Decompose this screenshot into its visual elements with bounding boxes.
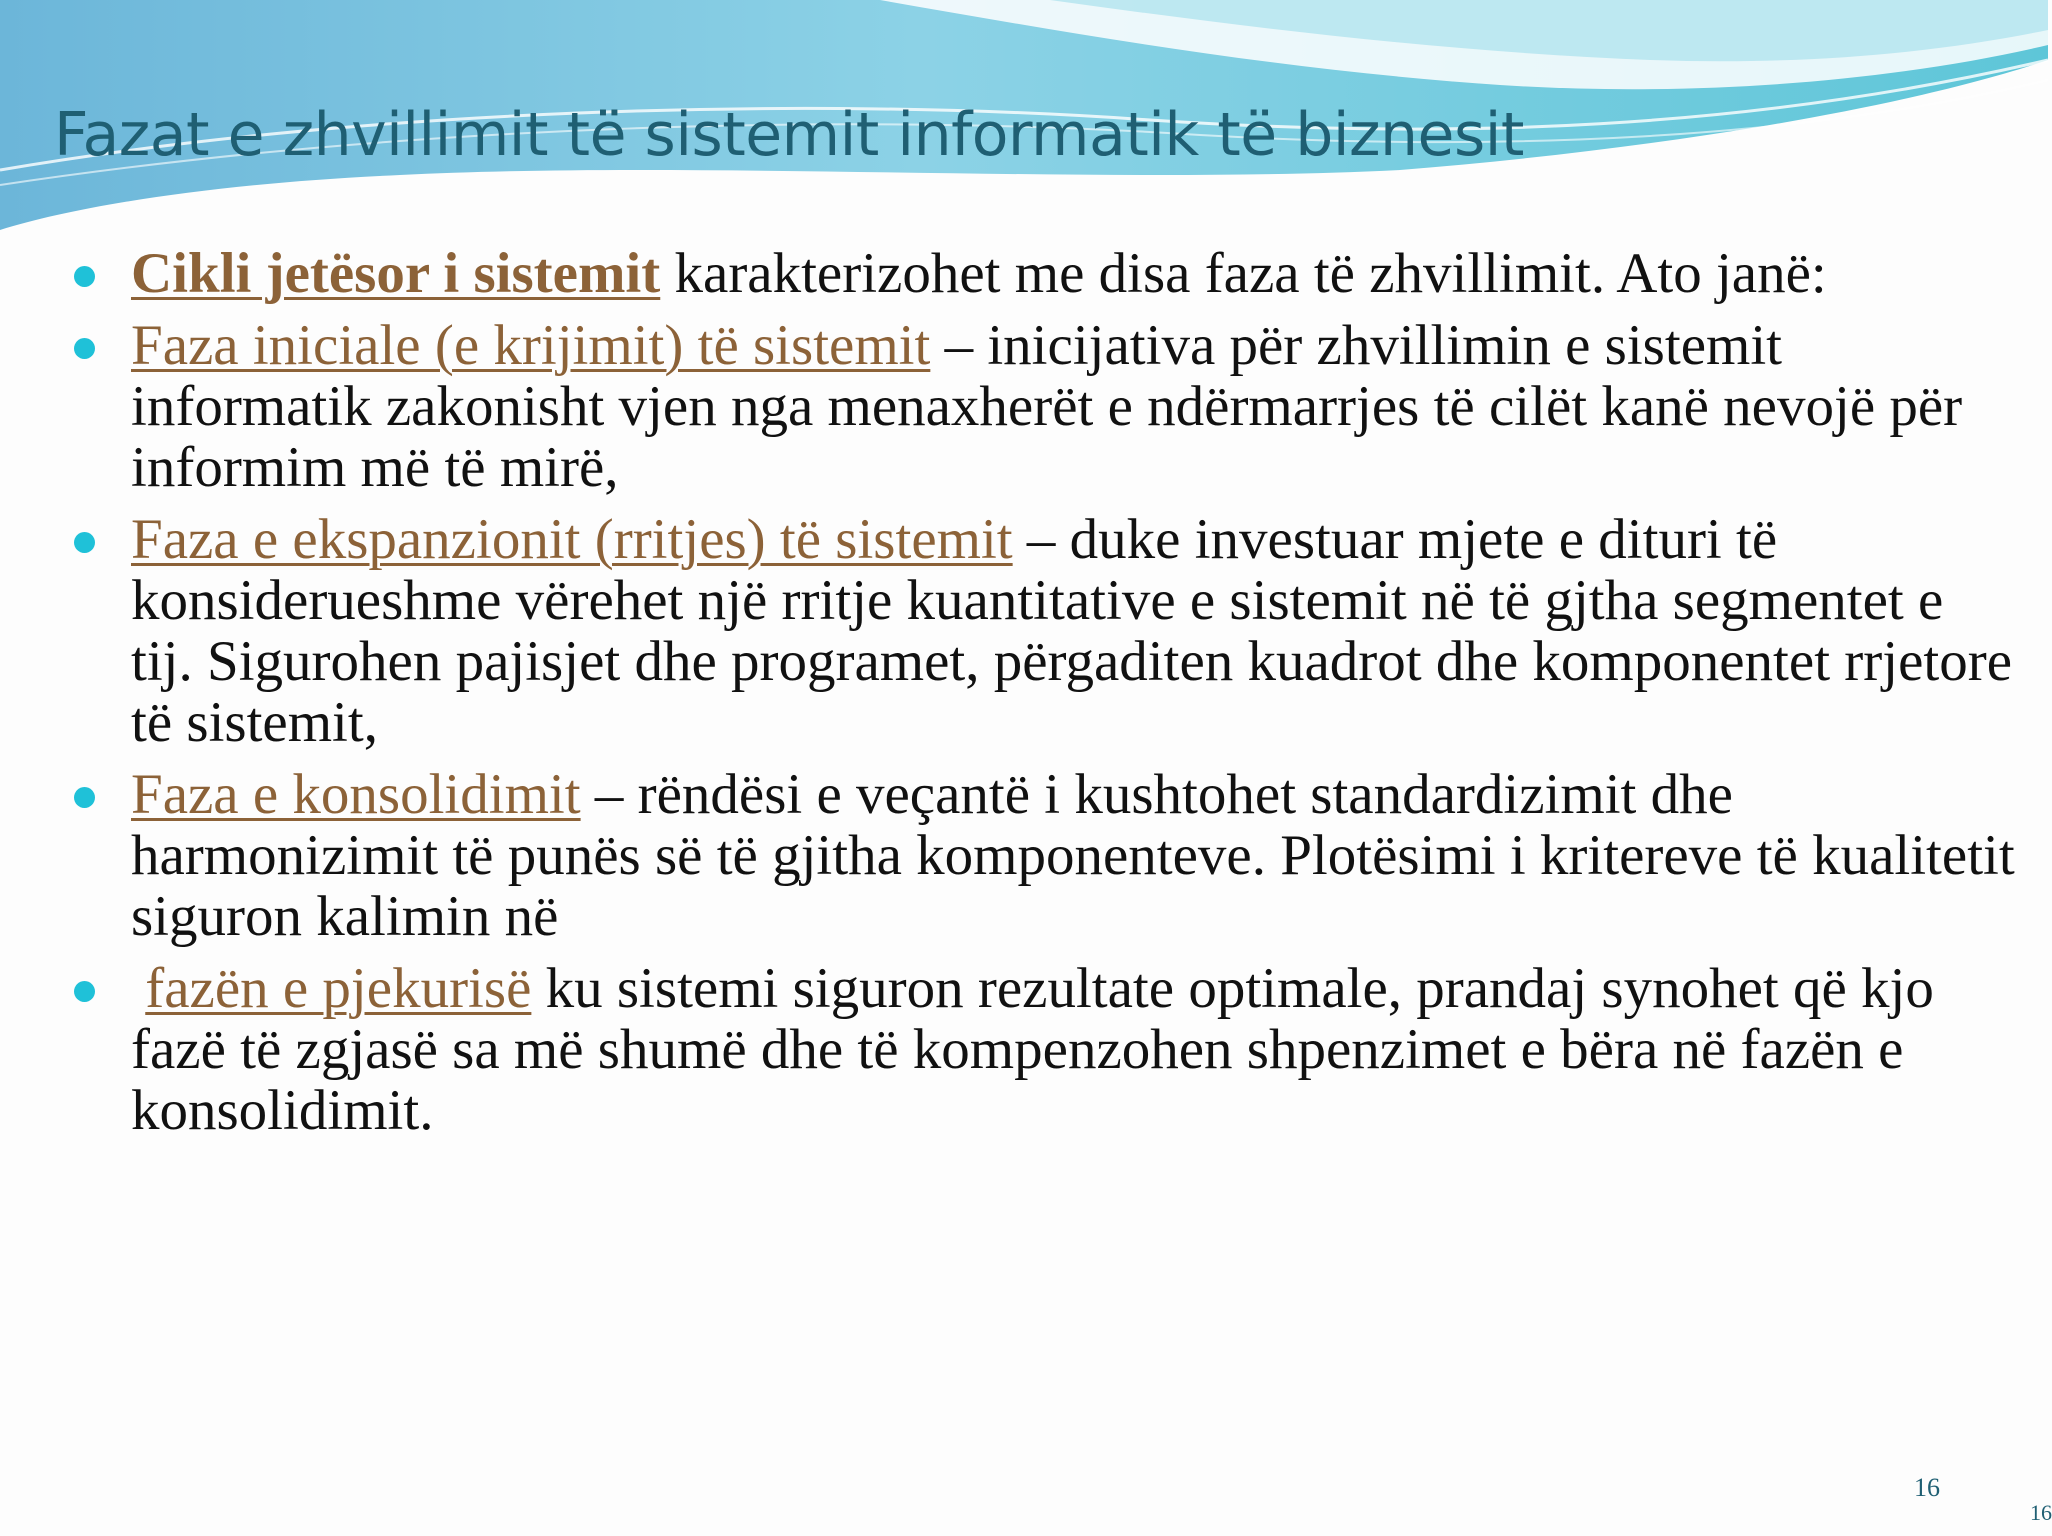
bullet-lead <box>131 957 145 1020</box>
link-fazen-pjekurise[interactable]: fazën e pjekurisë <box>145 957 532 1020</box>
bullet-dot-icon <box>74 266 95 287</box>
page-number: 16 <box>1914 1473 1940 1502</box>
link-faza-konsolidimit[interactable]: Faza e konsolidimit <box>131 763 581 826</box>
slide-title: Fazat e zhvillimit të sistemit informatik të biznesit <box>54 100 1524 170</box>
bullet-item-faza-konsolidimit <box>0 764 2048 947</box>
bullet-item-faza-iniciale <box>0 315 2048 498</box>
link-faza-iniciale[interactable]: Faza iniciale (e krijimit) të sistemit <box>131 314 931 377</box>
bullet-dot-icon <box>74 532 95 553</box>
bullet-text: karakterizohet me disa faza të zhvillimit. Ato janë: <box>660 242 1827 305</box>
page-number-edge: 16 <box>2030 1500 2052 1525</box>
bullet-dot-icon <box>74 981 95 1002</box>
bullet-item-faza-pjekurise <box>0 958 2048 1141</box>
bullet-dot-icon <box>74 338 95 359</box>
bullet-text: – inicijativa për zhvillimin e sistemit informatik zakonisht vjen nga menaxherët e ndërmarrjes të cilët kanë nevojë për informim më të mirë, <box>131 314 1963 499</box>
bullet-item-cikli <box>0 243 2048 304</box>
bullet-list <box>0 243 2048 1152</box>
link-cikli-jetesor[interactable]: Cikli jetësor i sistemit <box>131 242 661 305</box>
bullet-text: – duke investuar mjete e dituri të konsiderueshme vërehet një rritje kuantitative e sistemit në të gjtha segmentet e tij. Sigurohen pajisjet dhe programet, përgaditen kuadrot dhe komponentet rrjetore të sistemit, <box>131 508 2012 754</box>
bullet-dot-icon <box>74 787 95 808</box>
bullet-text: ku sistemi siguron rezultate optimale, prandaj synohet që kjo fazë të zgjasë sa më shumë dhe të kompenzohen shpenzimet e bëra në fazën e konsolidimit. <box>131 957 1934 1142</box>
link-faza-ekspanzionit[interactable]: Faza e ekspanzionit (rritjes) të sistemit <box>131 508 1013 571</box>
bullet-item-faza-ekspanzionit <box>0 509 2048 753</box>
bullet-text: – rëndësi e veçantë i kushtohet standardizimit dhe harmonizimit të punës së të gjitha komponenteve. Plotësimi i kritereve të kualitetit siguron kalimin në <box>131 763 2015 948</box>
